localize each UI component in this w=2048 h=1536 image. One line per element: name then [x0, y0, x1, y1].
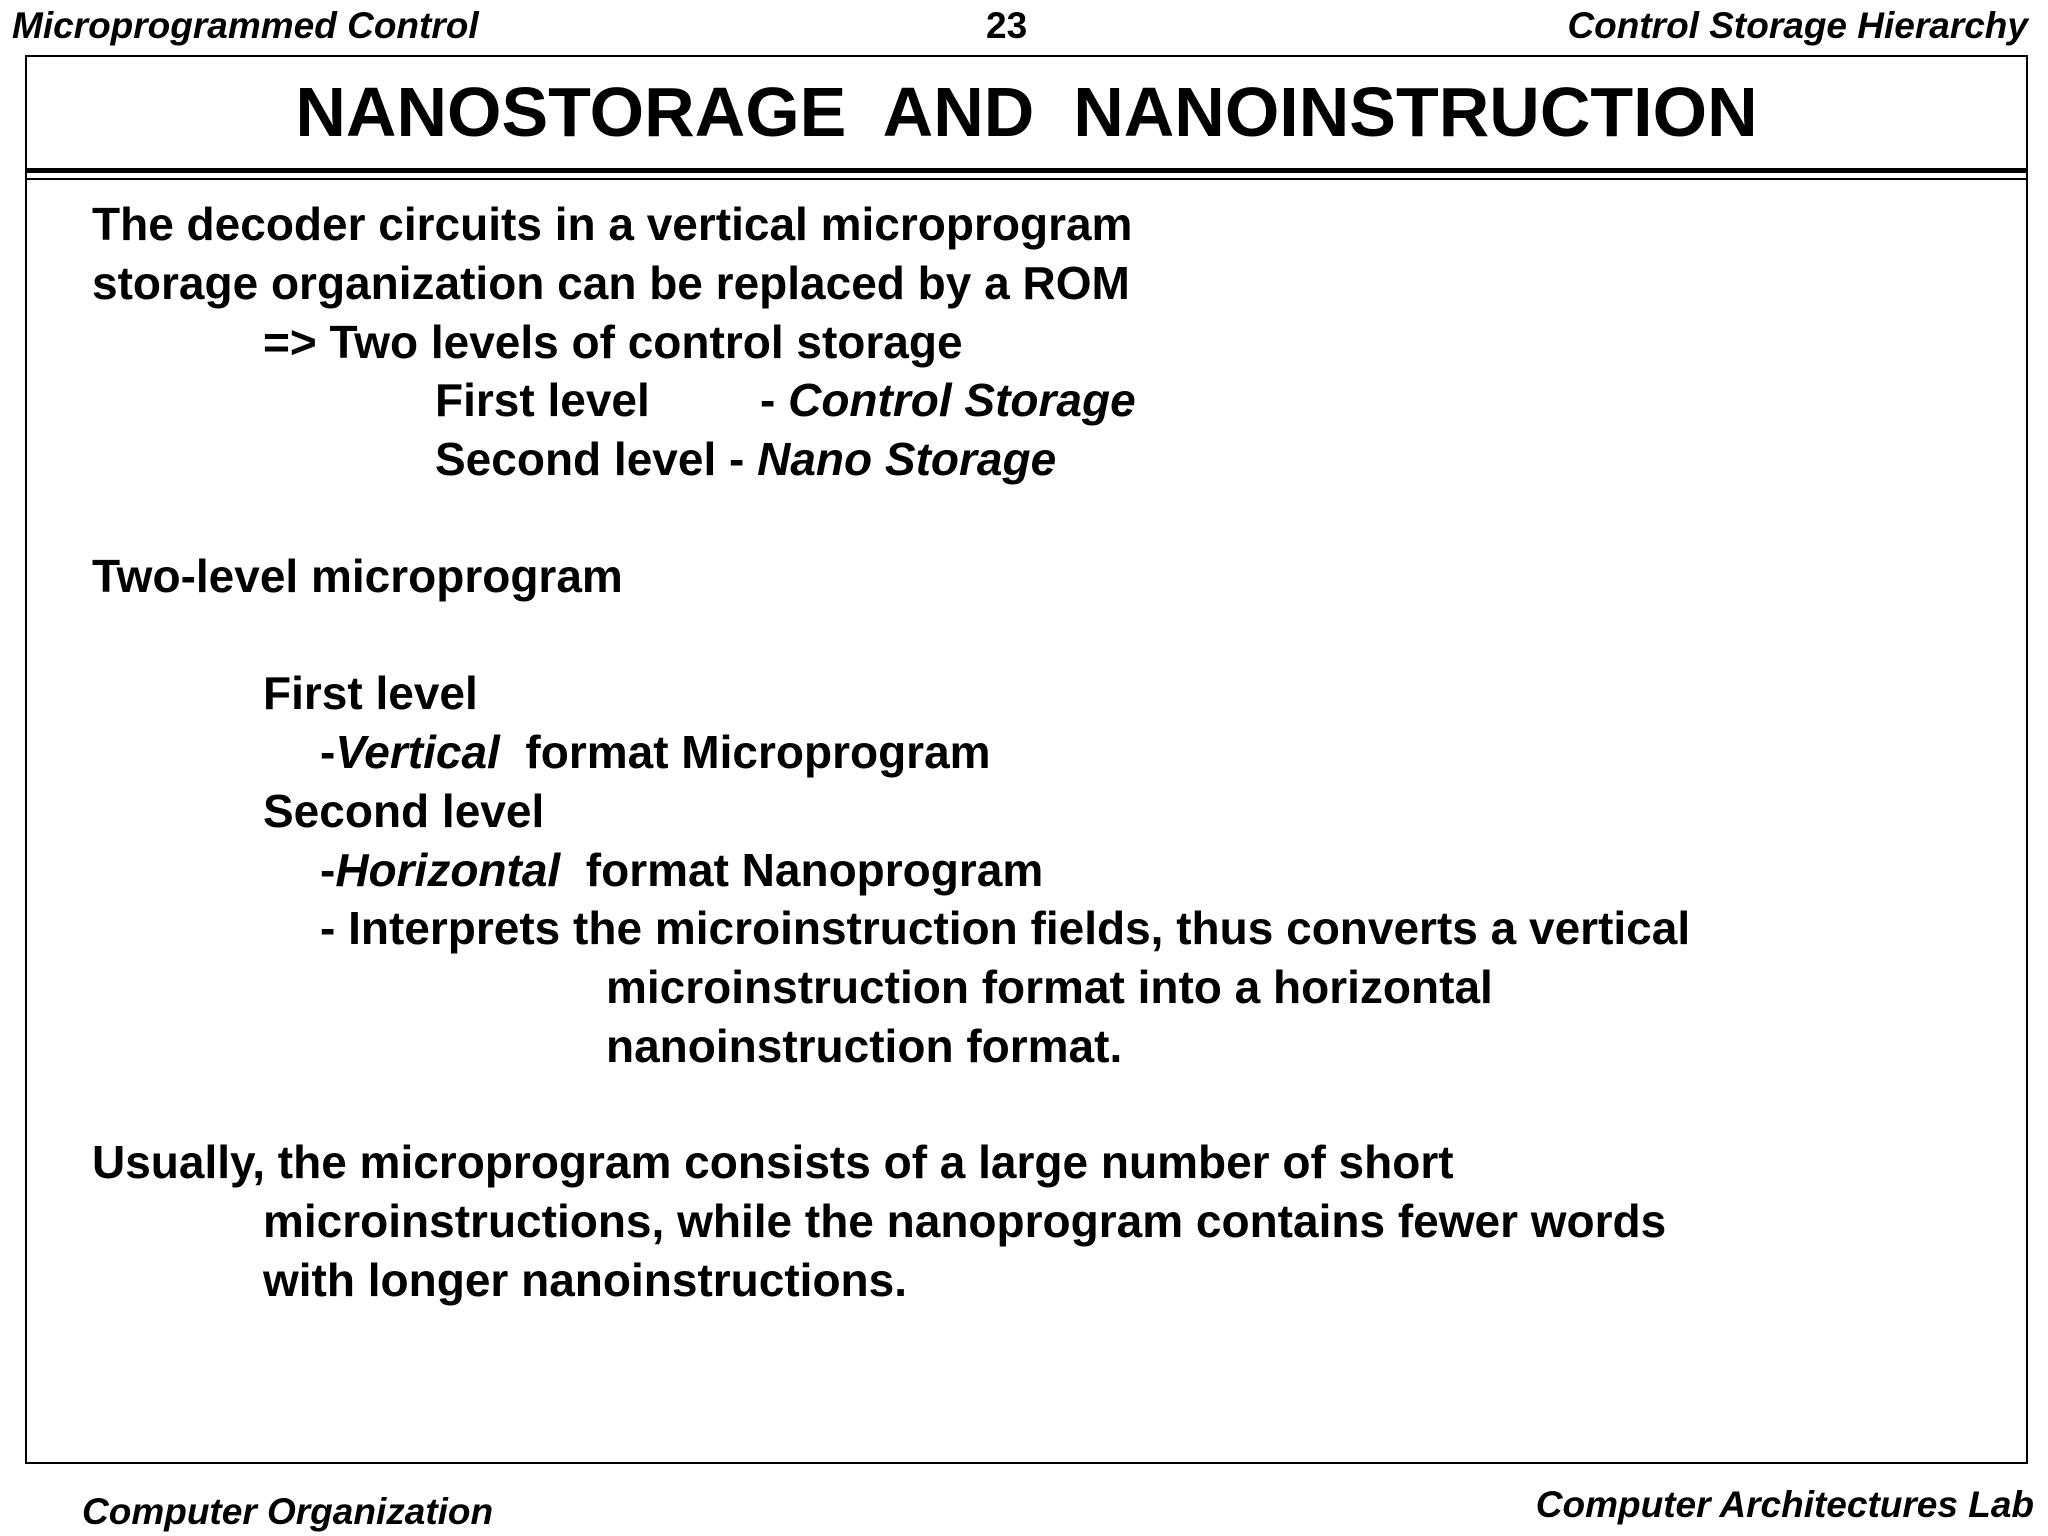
paragraph-3-line-1: Usually, the microprogram consists of a large number of short — [92, 1136, 1454, 1188]
level-2-format-rest: format Nanoprogram — [560, 844, 1044, 896]
footer-course-name: Computer Organization — [82, 1491, 494, 1532]
paragraph-1-line-1: The decoder circuits in a vertical microprogram — [92, 198, 1133, 250]
footer-lab-name: Computer Architectures Lab — [1535, 1484, 2034, 1525]
paragraph-1-line-3: => Two levels of control storage — [263, 316, 963, 368]
slide-title: NANOSTORAGE AND NANOINSTRUCTION — [295, 73, 1758, 151]
first-level-label: First level — [435, 374, 650, 426]
level-2-dash: - — [320, 844, 336, 896]
first-level-value: Control Storage — [788, 374, 1136, 426]
header-section-title: Control Storage Hierarchy — [1567, 5, 2028, 46]
second-level-label: Second level - — [435, 433, 758, 485]
second-level-value: Nano Storage — [757, 433, 1057, 485]
paragraph-3-line-3: with longer nanoinstructions. — [263, 1254, 907, 1306]
title-divider-thin — [27, 178, 2026, 180]
title-divider-thick — [27, 168, 2026, 173]
interprets-line-2: microinstruction format into a horizontal — [606, 961, 1493, 1013]
paragraph-3-line-2: microinstructions, while the nanoprogram contains fewer words — [263, 1195, 1667, 1247]
header-course-topic: Microprogrammed Control — [12, 5, 479, 46]
level-1-description — [320, 724, 991, 780]
interprets-line-3: nanoinstruction format. — [606, 1020, 1123, 1072]
level-2-format-type: Horizontal — [335, 844, 561, 896]
level-2-label: Second level — [263, 785, 545, 837]
page-number: 23 — [986, 5, 1028, 46]
first-level-storage — [760, 372, 1136, 428]
level-1-dash: - — [320, 726, 336, 778]
level-2-description — [320, 842, 1043, 898]
paragraph-1-line-2: storage organization can be replaced by a ROM — [92, 257, 1130, 309]
second-level-storage — [435, 431, 1056, 487]
level-1-format-type: Vertical — [335, 726, 500, 778]
level-1-label: First level — [263, 667, 478, 719]
paragraph-2-heading: Two-level microprogram — [92, 550, 623, 602]
first-level-dash: - — [760, 374, 789, 426]
level-1-format-rest: format Microprogram — [499, 726, 991, 778]
interprets-line-1: - Interprets the microinstruction fields, thus converts a vertical — [320, 902, 1691, 954]
